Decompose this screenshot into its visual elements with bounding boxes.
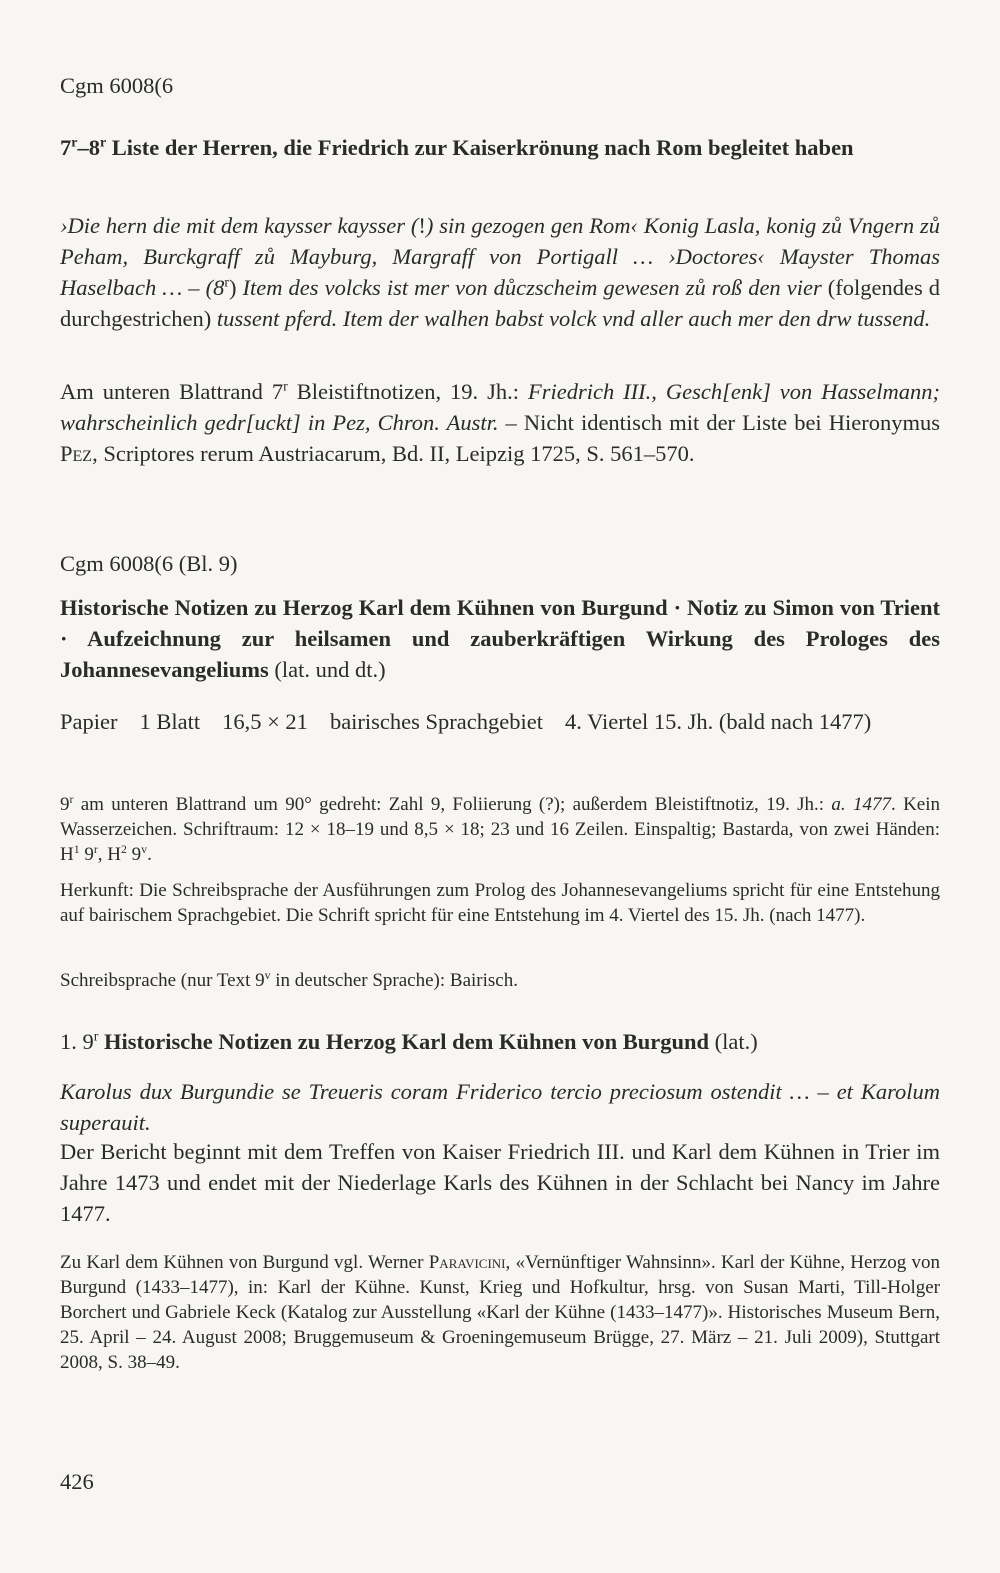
meta-region: bairisches Sprachgebiet <box>329 709 543 734</box>
entry-folio: 7 <box>60 135 72 160</box>
record-meta <box>60 706 940 737</box>
author-name: Pez <box>60 441 93 466</box>
author-name: Paravicini <box>428 1252 506 1273</box>
entry-note: Am unteren Blattrand 7$^r$ Bleistiftnotizen, 19. Jh.: Friedrich III., Gesch[enk] von Hasselmann; wahrscheinlich gedr[uckt] in Pez, Chron. Austr. – Nicht identisch mit der Liste bei Hieronymus Pez, Scriptores rerum Austriacarum, Bd. II, Leipzig 1725, S. 561–570. <box>60 379 940 466</box>
meta-extent: 1 Blatt <box>139 709 201 734</box>
meta-material: Papier <box>60 709 118 734</box>
record-description: 9$^r$ am unteren Blattrand um 90° gedreht: Zahl 9, Foliierung (?); außerdem Bleistiftnotiz, 19. Jh.: a. 1477. Kein Wasserzeichen. Schriftraum: 12 × 18–19 und 8,5 × 18; 23 und 16 Zeilen. Einspaltig; Bastarda, von zwei Händen: $H^1$ 9$^r$, $H^2$ 9$^v$. <box>60 792 941 865</box>
page-number: 426 <box>60 1469 94 1494</box>
entry-quote: ›Die hern die mit dem kaysser kaysser (!) sin gezogen gen Rom‹ Konig Lasla, konig zů Vngern zů Peham, Burckgraff zů Mayburg, Margraff von Portigall … ›Doctores‹ Mayster Thomas Haselbach … – (8$^r$) Item des volcks ist mer von důczscheim gewesen zů roß den vier (folgendes d durchgestrichen) tussent pferd. Item der walhen babst volck vnd aller auch mer den drw tussend. <box>60 213 940 331</box>
item-incipit: Karolus dux Burgundie se Treueris coram Friderico tercio preciosum ostendit … – et Karolum superauit. <box>60 1079 940 1135</box>
entry-title: 7$^r$–8$^r$ Liste der Herren, die Friedrich zur Kaiserkrönung nach Rom begleitet haben <box>60 135 854 160</box>
record-ref: Cgm 6008(6 (Bl. 9) <box>60 551 238 576</box>
meta-date: 4. Viertel 15. Jh. (bald nach 1477) <box>564 709 872 734</box>
item-literature: Zu Karl dem Kühnen von Burgund vgl. Werner Paravicini, «Vernünftiger Wahnsinn». Karl der Kühne, Herzog von Burgund (1433–1477), in: Karl der Kühne. Kunst, Krieg und Hofkultur, hrsg. von Susan Marti, Till-Holger Borchert und Gabriele Keck (Katalog zur Ausstellung «Karl der Kühne (1433–1477)». Historisches Museum Bern, 25. April – 24. August 2008; Bruggemuseum & Groeningemuseum Brügge, 27. März – 21. Juli 2009), Stuttgart 2008, S. 38–49. <box>60 1252 940 1373</box>
record-provenance: Herkunft: Die Schreibsprache der Ausführungen zum Prolog des Johannesevangeliums spricht für eine Entstehung auf bairischem Sprachgebiet. Die Schrift spricht für eine Entstehung im 4. Viertel des 15. Jh. (nach 1477). <box>60 880 940 926</box>
item-body: Der Bericht beginnt mit dem Treffen von Kaiser Friedrich III. und Karl dem Kühnen in Trier im Jahre 1473 und endet mit der Niederlage Karls des Kühnen in der Schlacht bei Nancy im Jahre 1477. <box>60 1139 940 1226</box>
meta-size: 16,5 × 21 <box>222 709 308 734</box>
record-language: Schreibsprache (nur Text 9$^v$ in deutscher Sprache): Bairisch. <box>60 968 518 991</box>
item-title: 1. 9$^r$ Historische Notizen zu Herzog Karl dem Kühnen von Burgund (lat.) <box>60 1029 758 1054</box>
record-title: Historische Notizen zu Herzog Karl dem Kühnen von Burgund · Notiz zu Simon von Trient · Aufzeichnung zur heilsamen und zauberkräftigen Wirkung des Prologes des Johannesevangeliums (lat. und dt.) <box>60 595 940 682</box>
header-ref: Cgm 6008(6 <box>60 73 174 98</box>
